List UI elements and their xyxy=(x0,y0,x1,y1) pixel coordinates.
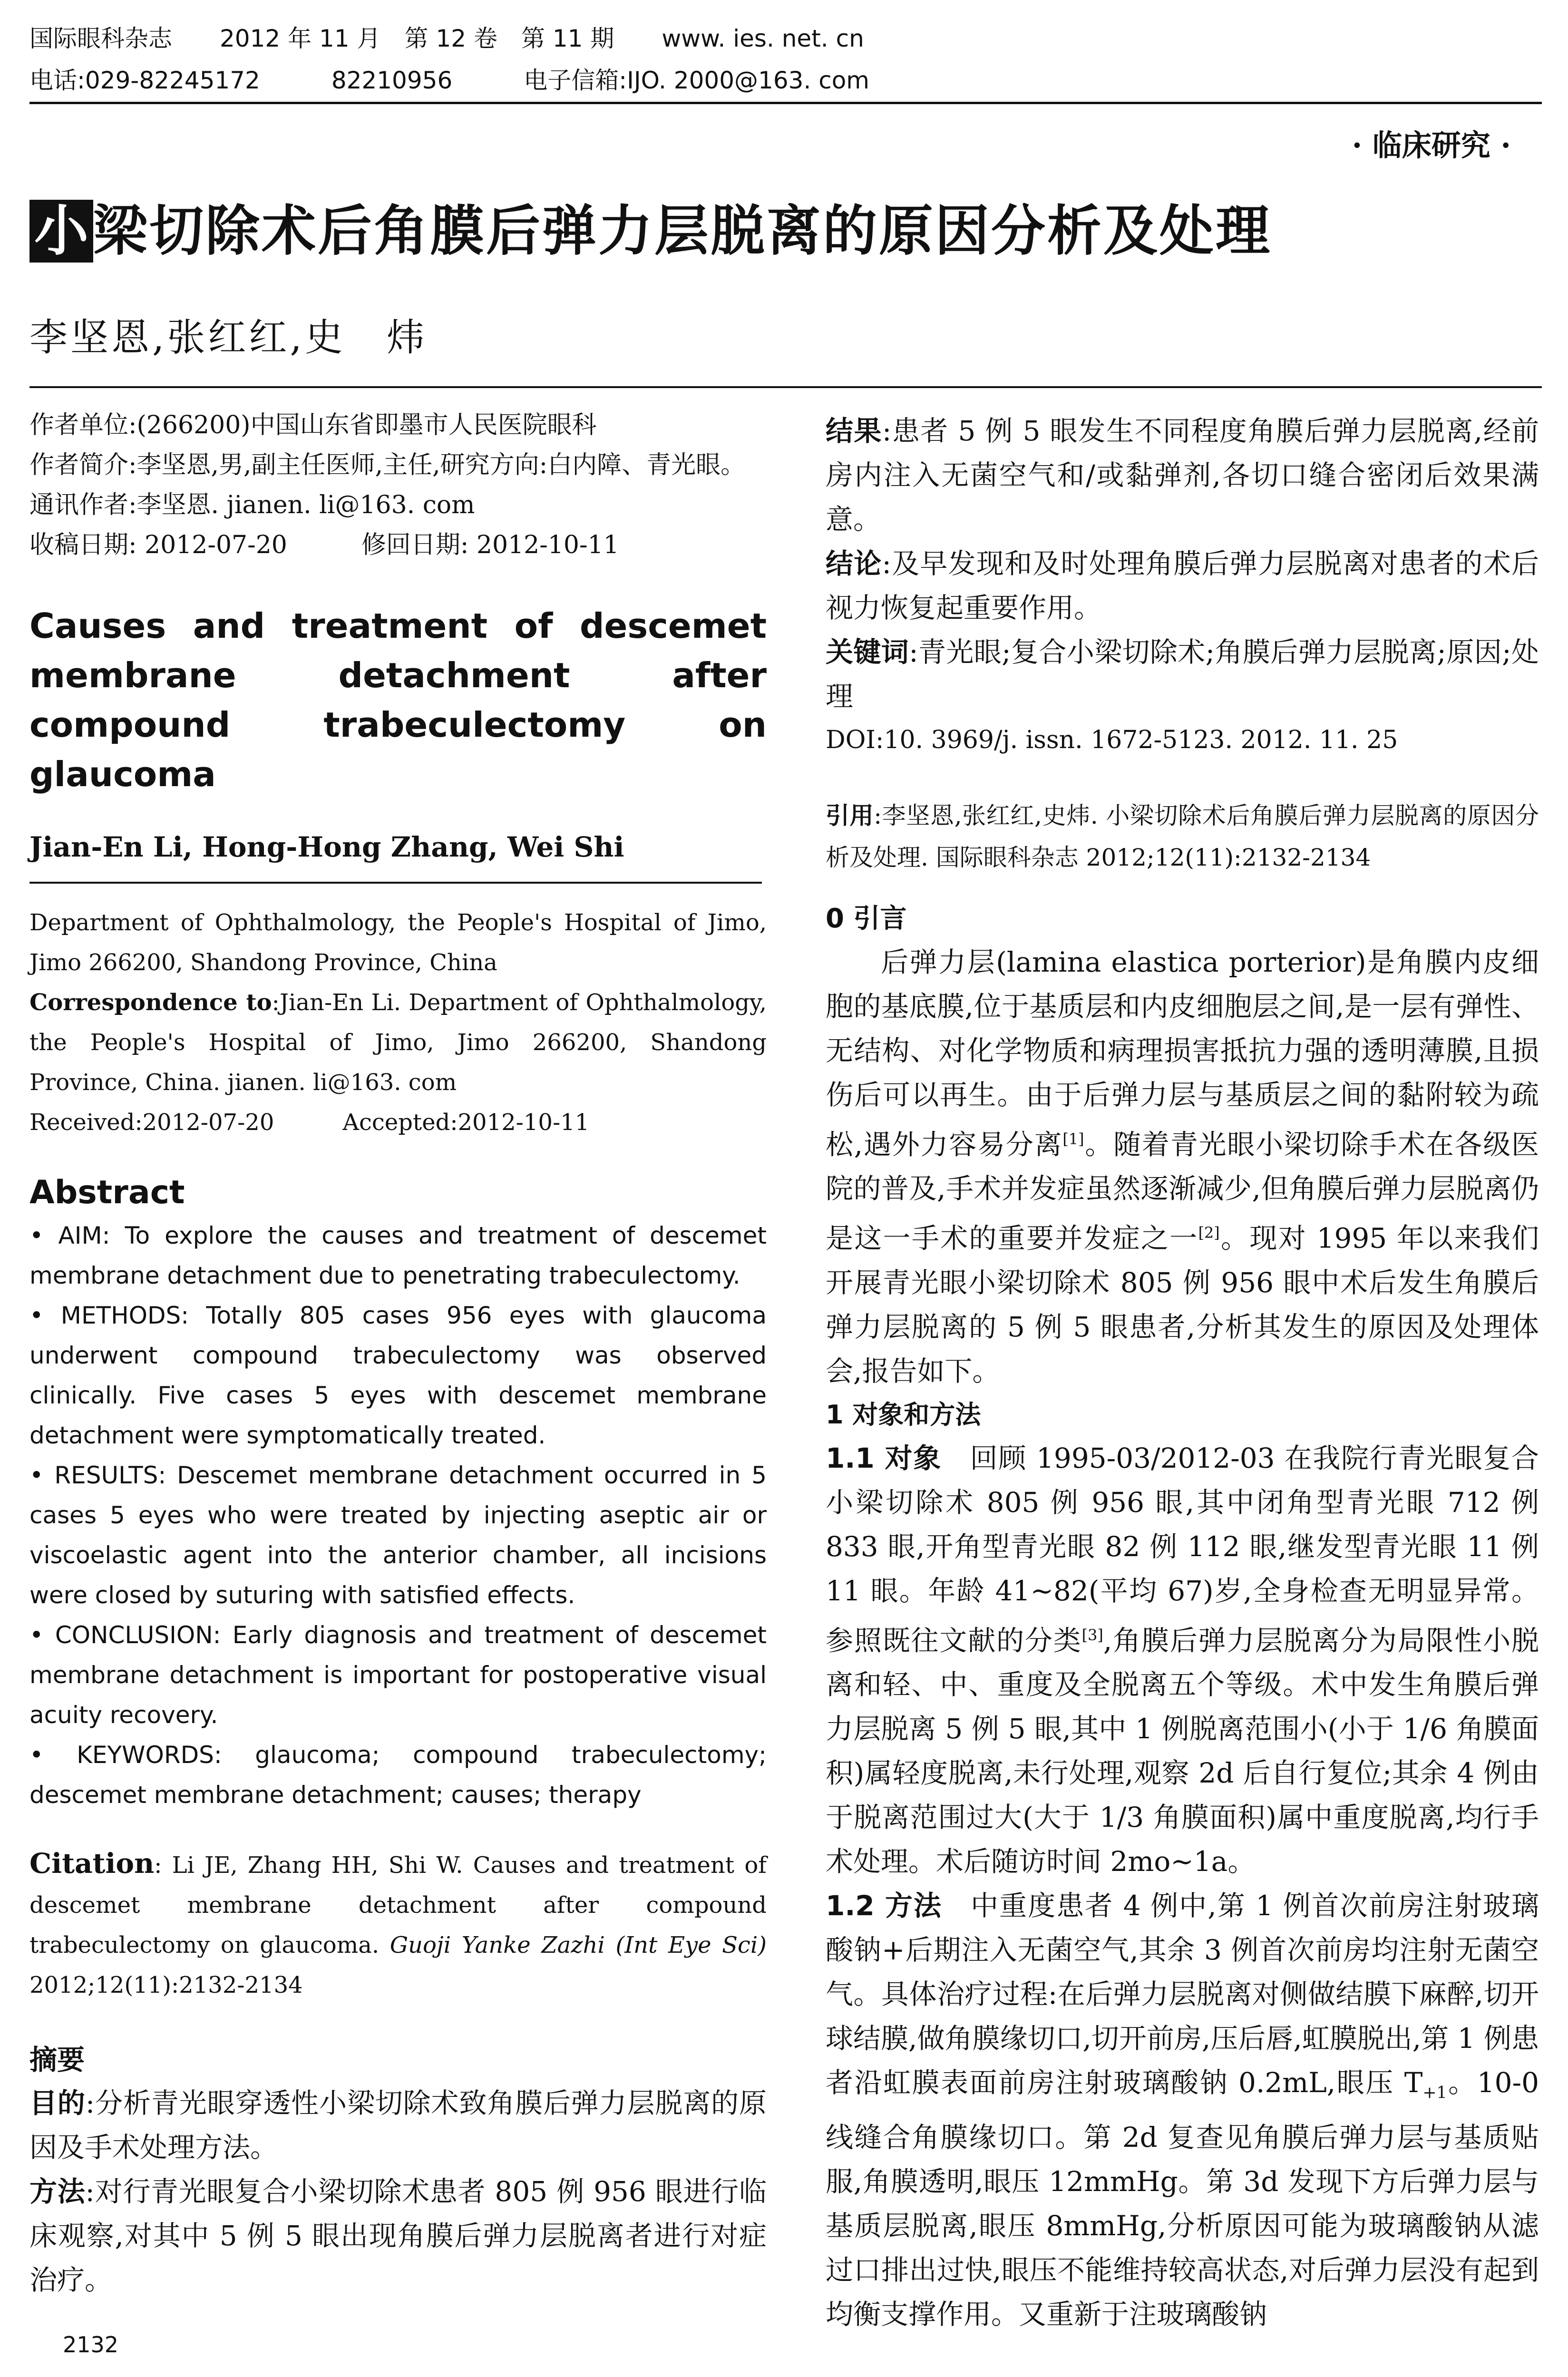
title-rule xyxy=(29,386,1542,388)
title-text: 梁切除术后角膜后弹力层脱离的原因分析及处理 xyxy=(93,199,1272,263)
intro-text-a: 后弹力层(lamina elastica porterior)是角膜内皮细胞的基底膜,位于基质层和内皮细胞层之间,是一层有弹性、无结构、对化学物质和病理损害抵抗力强的透明薄膜,且损伤后可以再生。由于后弹力层与基质层之间的黏附较为疏松,遇外力容易分离 xyxy=(826,946,1539,1161)
right-column xyxy=(826,409,1539,2337)
intro-text-c: 。现对 1995 年以来我们开展青光眼小梁切除术 805 例 956 眼中术后发生角膜后弹力层脱离的 5 例 5 眼患者,分析其发生的原因及处理体会,报告如下。 xyxy=(826,1222,1539,1387)
cn-abstract-heading: 摘要 xyxy=(29,2044,85,2076)
abstract-aim: • AIM: To explore the causes and treatment of descemet membrane detachment due to penetrating trabeculectomy. xyxy=(29,1222,767,1289)
intro-text-b: 。随着青光眼小梁切除手术在各级医院的普及,手术并发症虽然逐渐减少,但角膜后弹力层脱离仍是这一手术的重要并发症之一 xyxy=(826,1128,1539,1255)
correspondence-text: :Jian-En Li. Department of Ophthalmology, the People's Hospital of Jimo, Jimo 266200, Shandong Province, China. jianen. li@163. com xyxy=(29,989,767,1096)
received-dates-cn: 收稿日期: 2012-07-20 修回日期: 2012-10-11 xyxy=(29,531,619,559)
cn-keywords-label: 关键词 xyxy=(826,636,909,668)
citation-journal: Guoji Yanke Zazhi (Int Eye Sci) xyxy=(390,1932,767,1958)
received-dates-en: Received:2012-07-20 Accepted:2012-10-11 xyxy=(29,1109,590,1136)
citation-tail: 2012;12(11):2132-2134 xyxy=(29,1972,303,1998)
doi: DOI:10. 3969/j. issn. 1672-5123. 2012. 11. 25 xyxy=(826,726,1398,754)
correspondence-en xyxy=(29,983,767,1102)
cn-conclusion-text: :及早发现和及时处理角膜后弹力层脱离对患者的术后视力恢复起重要作用。 xyxy=(826,547,1539,624)
journal-header-line2: 电话:029-82245172 82210956 电子信箱:IJO. 2000@163. com xyxy=(29,67,870,94)
cn-result-label: 结果 xyxy=(826,415,882,447)
abstract-keywords: • KEYWORDS: glaucoma; compound trabeculectomy; descemet membrane detachment; causes; therapy xyxy=(29,1741,767,1809)
section-1-2-label: 1.2 方法 xyxy=(826,1889,943,1922)
cn-method xyxy=(29,2170,767,2302)
intro-paragraph xyxy=(826,940,1539,1393)
cn-method-text: :对行青光眼复合小梁切除术患者 805 例 956 眼进行临床观察,对其中 5 例 5 眼出现角膜后弹力层脱离者进行对症治疗。 xyxy=(29,2175,767,2296)
english-authors: Jian-En Li, Hong-Hong Zhang, Wei Shi xyxy=(29,831,624,863)
abstract-methods: • METHODS: Totally 805 cases 956 eyes with glaucoma underwent compound trabeculectomy was observed clinically. Five cases 5 eyes with descemet membrane detachment were symptomatically treated. xyxy=(29,1302,767,1449)
abstract-body xyxy=(29,1216,767,1815)
cn-citation-text: :李坚恩,张红红,史炜. 小梁切除术后角膜后弹力层脱离的原因分析及处理. 国际眼科杂志 2012;12(11):2132-2134 xyxy=(826,802,1539,871)
author-affiliation: 作者单位:(266200)中国山东省即墨市人民医院眼科 xyxy=(29,411,597,439)
article-title xyxy=(29,200,1272,271)
cn-aim xyxy=(29,2081,767,2170)
section-1-2 xyxy=(826,1884,1539,2337)
author-intro: 作者简介:李坚恩,男,副主任医师,主任,研究方向:白内障、青光眼。 xyxy=(29,451,746,479)
abstract-results: • RESULTS: Descemet membrane detachment occurred in 5 cases 5 eyes who were treated by injecting aseptic air or viscoelastic agent into the anterior chamber, all incisions were closed by suturing with satisfied effects. xyxy=(29,1461,767,1609)
cn-conclusion-label: 结论 xyxy=(826,547,882,580)
citation-en xyxy=(29,1843,767,2005)
journal-header-line1: 国际眼科杂志 2012 年 11 月 第 12 卷 第 11 期 www. ies. net. cn xyxy=(29,25,864,52)
cn-aim-text: :分析青光眼穿透性小梁切除术致角膜后弹力层脱离的原因及手术处理方法。 xyxy=(29,2087,767,2163)
correspondence-label: Correspondence to xyxy=(29,989,272,1016)
cn-method-label: 方法 xyxy=(29,2175,86,2208)
section-1-1 xyxy=(826,1436,1539,1884)
section-1-1-text-a: 回顾 1995-03/2012-03 在我院行青光眼复合小梁切除术 805 例 956 眼,其中闭角型青光眼 712 例 833 眼,开角型青光眼 82 例 112 眼,继发型青光眼 11 例 11 眼。年龄 41~82(平均 67)岁,全身检查无明显异常。参照既往文献的分类 xyxy=(826,1442,1539,1656)
department-en: Department of Ophthalmology, the People's Hospital of Jimo, Jimo 266200, Shandong Province, China xyxy=(29,909,767,976)
cn-aim-label: 目的 xyxy=(29,2087,86,2119)
cn-result xyxy=(826,409,1539,542)
title-first-char: 小 xyxy=(29,200,93,263)
cn-keywords-text: :青光眼;复合小梁切除术;角膜后弹力层脱离;原因;处理 xyxy=(826,636,1539,712)
authors-cn: 李坚恩,张红红,史 炜 xyxy=(29,315,428,360)
tension-subscript: +1 xyxy=(1422,2083,1447,2103)
ref-2: [2] xyxy=(1198,1224,1220,1242)
header-rule xyxy=(29,102,1542,104)
english-title: Causes and treatment of descemet membrane detachment after compound trabeculectomy on glaucoma xyxy=(29,606,767,794)
abstract-conclusion: • CONCLUSION: Early diagnosis and treatment of descemet membrane detachment is important for postoperative visual acuity recovery. xyxy=(29,1621,767,1729)
cn-keywords xyxy=(826,630,1539,719)
authors-rule xyxy=(29,882,762,884)
ref-3: [3] xyxy=(1081,1626,1103,1644)
section-1-1-text-b: ,角膜后弹力层脱离分为局限性小脱离和轻、中、重度及全脱离五个等级。术中发生角膜后弹力层脱离 5 例 5 眼,其中 1 例脱离范围小(小于 1/6 角膜面积)属轻度脱离,未行处理,观察 2d 后自行复位;其余 4 例由于脱离范围过大(大于 1/3 角膜面积)属中重度脱离,均行手术处理。术后随访时间 2mo~1a。 xyxy=(826,1624,1539,1878)
ref-1: [1] xyxy=(1062,1130,1084,1148)
corresponding-author: 通讯作者:李坚恩. jianen. li@163. com xyxy=(29,491,475,519)
cn-citation-label: 引用 xyxy=(826,802,874,829)
abstract-heading: Abstract xyxy=(29,1174,185,1211)
section-label: · 临床研究 · xyxy=(1352,128,1511,163)
section-1-1-label: 1.1 对象 xyxy=(826,1442,942,1474)
citation-text: : Li JE, Zhang HH, Shi W. Causes and treatment of descemet membrane detachment after compound trabeculectomy on glaucoma. xyxy=(29,1852,767,1958)
cn-conclusion xyxy=(826,542,1539,630)
citation-label: Citation xyxy=(29,1847,155,1880)
cn-result-text: :患者 5 例 5 眼发生不同程度角膜后弹力层脱离,经前房内注入无菌空气和/或黏弹剂,各切口缝合密闭后效果满意。 xyxy=(826,415,1539,536)
section-1-2-text-b: 。10-0 线缝合角膜缘切口。第 2d 复查见角膜后弹力层与基质贴服,角膜透明,眼压 12mmHg。第 3d 发现下方后弹力层与基质层脱离,眼压 8mmHg,分析原因可能为玻璃酸钠从滤过口排出过快,眼压不能维持较高状态,对后弹力层没有起到均衡支撑作用。又重新于注玻璃酸钠 xyxy=(826,2066,1539,2330)
left-column xyxy=(29,405,767,2302)
section-1-heading: 1 对象和方法 xyxy=(826,1399,981,1430)
page-number: 2132 xyxy=(63,2332,119,2358)
intro-heading: 0 引言 xyxy=(826,903,907,934)
cn-citation xyxy=(826,795,1539,878)
section-1-2-text-a: 中重度患者 4 例中,第 1 例首次前房注射玻璃酸钠+后期注入无菌空气,其余 3 例首次前房均注射无菌空气。具体治疗过程:在后弹力层脱离对侧做结膜下麻醉,切开球结膜,做角膜缘切口,切开前房,压后唇,虹膜脱出,第 1 例患者沿虹膜表面前房注射玻璃酸钠 0.2mL,眼压 T xyxy=(826,1889,1539,2099)
